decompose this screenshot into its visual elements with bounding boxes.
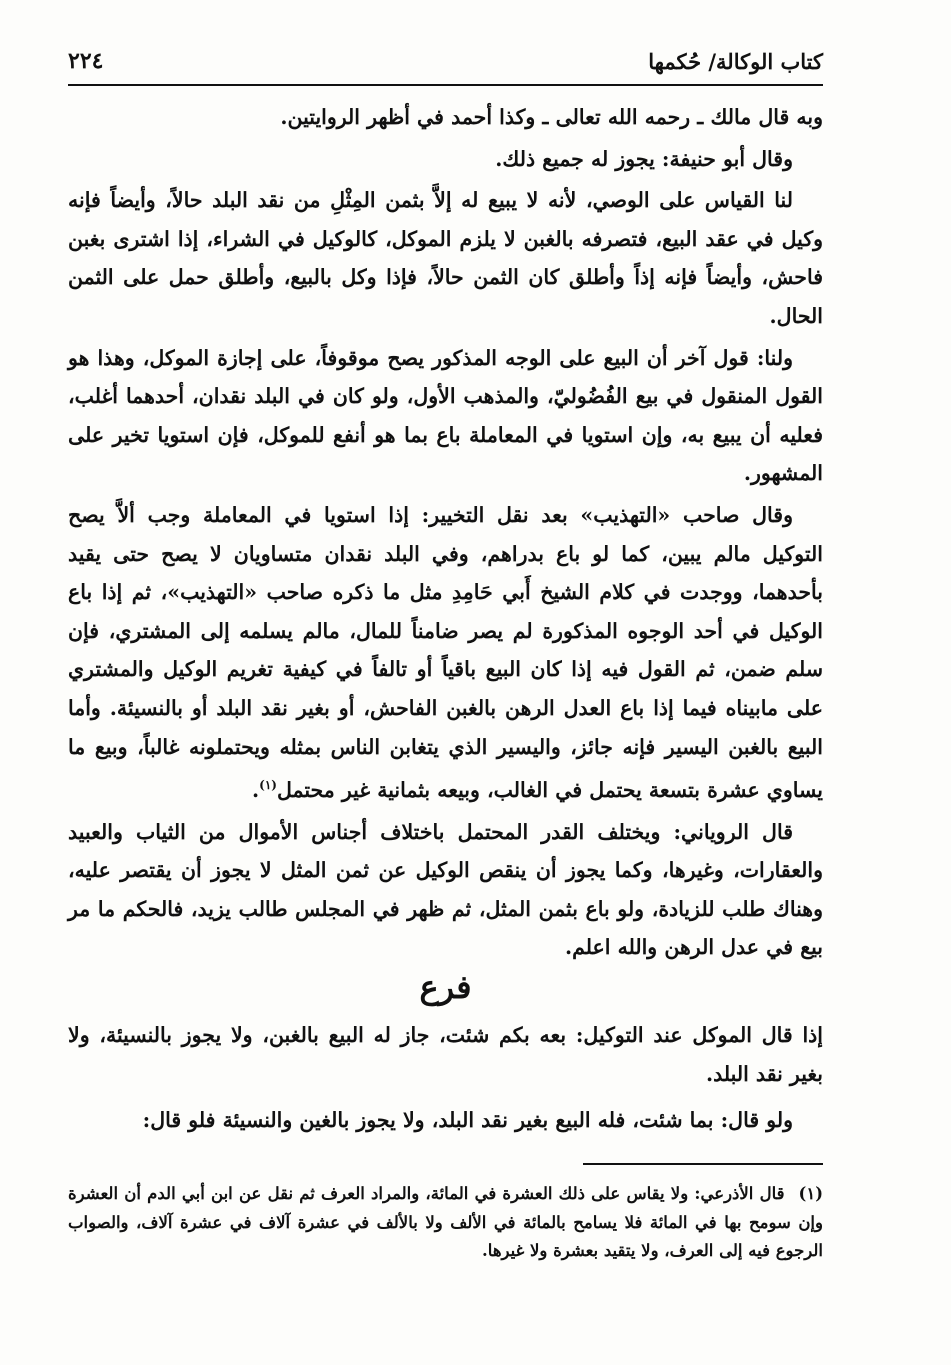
main-text — [68, 98, 823, 970]
paragraph-5: وقال صاحب «التهذيب» بعد نقل التخيير: إذا استويا في المعاملة وجب ألاَّ يصح التوكيل مالم يبين، كما لو باع بدراهم، وفي البلد نقدان متساويان لا يصح حتى يقيد بأحدهما، ووجدت في كلام الشيخ أَبي حَامِدِ مثل ما ذكره صاحب «التهذيب»، ثم إذا باع الوكيل في أحد الوجوه المذكورة لم يصر ضامناً للمال، مالم يسلمه إلى المشتري، فإن سلم ضمن، ثم القول فيه إذا كان البيع باقياً أو تالفاً في كيفية تغريم الوكيل والمشتري على مابيناه فيما إذا باع العدل الرهن بالغبن الفاحش، أو بغير نقد البلد أو بالنسيئة. وأما البيع بالغبن اليسير فإنه جائز، واليسير الذي يتغابن الناس بمثله ويحتملونه غالباً، وبيع ما يساوي عشرة بتسعة يحتمل في الغالب، وبيعه بثمانية غير محتمل$^{(١)}$. — [68, 502, 823, 802]
section-paragraph-2: ولو قال: بما شئت، فله البيع بغير نقد البلد، ولا يجوز بالغين والنسيئة فلو قال: — [142, 1108, 793, 1133]
running-header — [68, 38, 823, 84]
paragraph-1: وبه قال مالك ـ رحمه الله تعالى ـ وكذا أحمد في أظهر الروايتين. — [280, 105, 823, 129]
footnote — [68, 1180, 823, 1266]
section-paragraph-1: إذا قال الموكل عند التوكيل: بعه بكم شئت، جاز له البيع بالغبن، ولا يجوز بالنسيئة، ولا بغير نقد البلد. — [68, 1023, 823, 1086]
paragraph-4: ولنا: قول آخر أن البيع على الوجه المذكور يصح موقوفاً، على إجازة الموكل، وهذا هو القول المنقول في بيع الفُضُوليّ، والمذهب الأول، ولو كان في البلد نقدان، أحدهما أغلب، فعليه أن يبيع به، وإن استويا في المعاملة باع بما هو أنفع للموكل، فإن استويا تخير على المشهور. — [68, 345, 823, 486]
page-number: ٢٢٤ — [68, 48, 104, 74]
paragraph-5-text: وقال صاحب «التهذيب» بعد نقل التخيير: إذا استويا في المعاملة وجب ألاَّ يصح التوكيل مالم يبين، كما لو باع بدراهم، وفي البلد نقدان متساويان لا يصح حتى يقيد بأحدهما، ووجدت في كلام الشيخ أَبي حَامِدِ مثل ما ذكره صاحب «التهذيب»، ثم إذا باع الوكيل في أحد الوجوه المذكورة لم يصر ضامناً للمال، مالم يسلمه إلى المشتري، فإن سلم ضمن، ثم القول فيه إذا كان البيع باقياً أو تالفاً في كيفية تغريم الوكيل والمشتري على مابيناه فيما إذا باع العدل الرهن بالغبن الفاحش، أو بغير نقد البلد أو بالنسيئة. وأما البيع بالغبن اليسير فإنه جائز، واليسير الذي يتغابن الناس بمثله ويحتملونه غالباً، وبيع ما يساوي عشرة بتسعة يحتمل في الغالب، وبيعه بثمانية غير محتمل — [68, 502, 823, 802]
paragraph-3: لنا القياس على الوصي، لأنه لا يبيع له إلاَّ بثمن المِثْلِ من نقد البلد حالاً، وأيضاً فإنه وكيل في عقد البيع، فتصرفه بالغبن لا يلزم الموكل، كالوكيل في الشراء، إذا اشترى بغبن فاحش، وأيضاً فإنه إذاً وأطلق كان الثمن حالاً، فإذا وكل بالبيع، وأطلق حمل على الثمن الحال. — [68, 188, 823, 328]
section-text — [68, 1016, 823, 1148]
footnote-divider — [583, 1163, 823, 1165]
chapter-title: كتاب الوكالة/ حُكمها — [648, 48, 823, 74]
footnote-text: قال الأذرعي: ولا يقاس على ذلك العشرة في المائة، والمراد العرف ثم نقل عن ابن أبي الدم أن العشرة وإن سومح بها في المائة فلا يسامح بالمائة في الألف ولا بالألف في عشرة آلاف في عشرة آلاف، والصواب الرجوع فيه إلى العرف، ولا يتقيد بعشرة ولا غيرها. — [68, 1184, 823, 1260]
header-divider — [68, 84, 823, 86]
paragraph-6: قال الروياني: ويختلف القدر المحتمل باختلاف أجناس الأموال من الثياب والعبيد والعقارات، وغيرها، وكما يجوز أن ينقص الوكيل عن ثمن المثل لا يجوز أن يقتصر عليه، وهناك طلب للزيادة، ولو باع بثمن المثل، ثم ظهر في المجلس طالب يزيد، فالحكم ما مر بيع في عدل الرهن والله اعلم. — [68, 819, 823, 960]
paragraph-2: وقال أبو حنيفة: يجوز له جميع ذلك. — [495, 146, 793, 171]
footnote-reference: (١) — [259, 778, 277, 793]
section-heading: فرع — [419, 968, 472, 1006]
footnote-number: (١) — [798, 1184, 823, 1203]
